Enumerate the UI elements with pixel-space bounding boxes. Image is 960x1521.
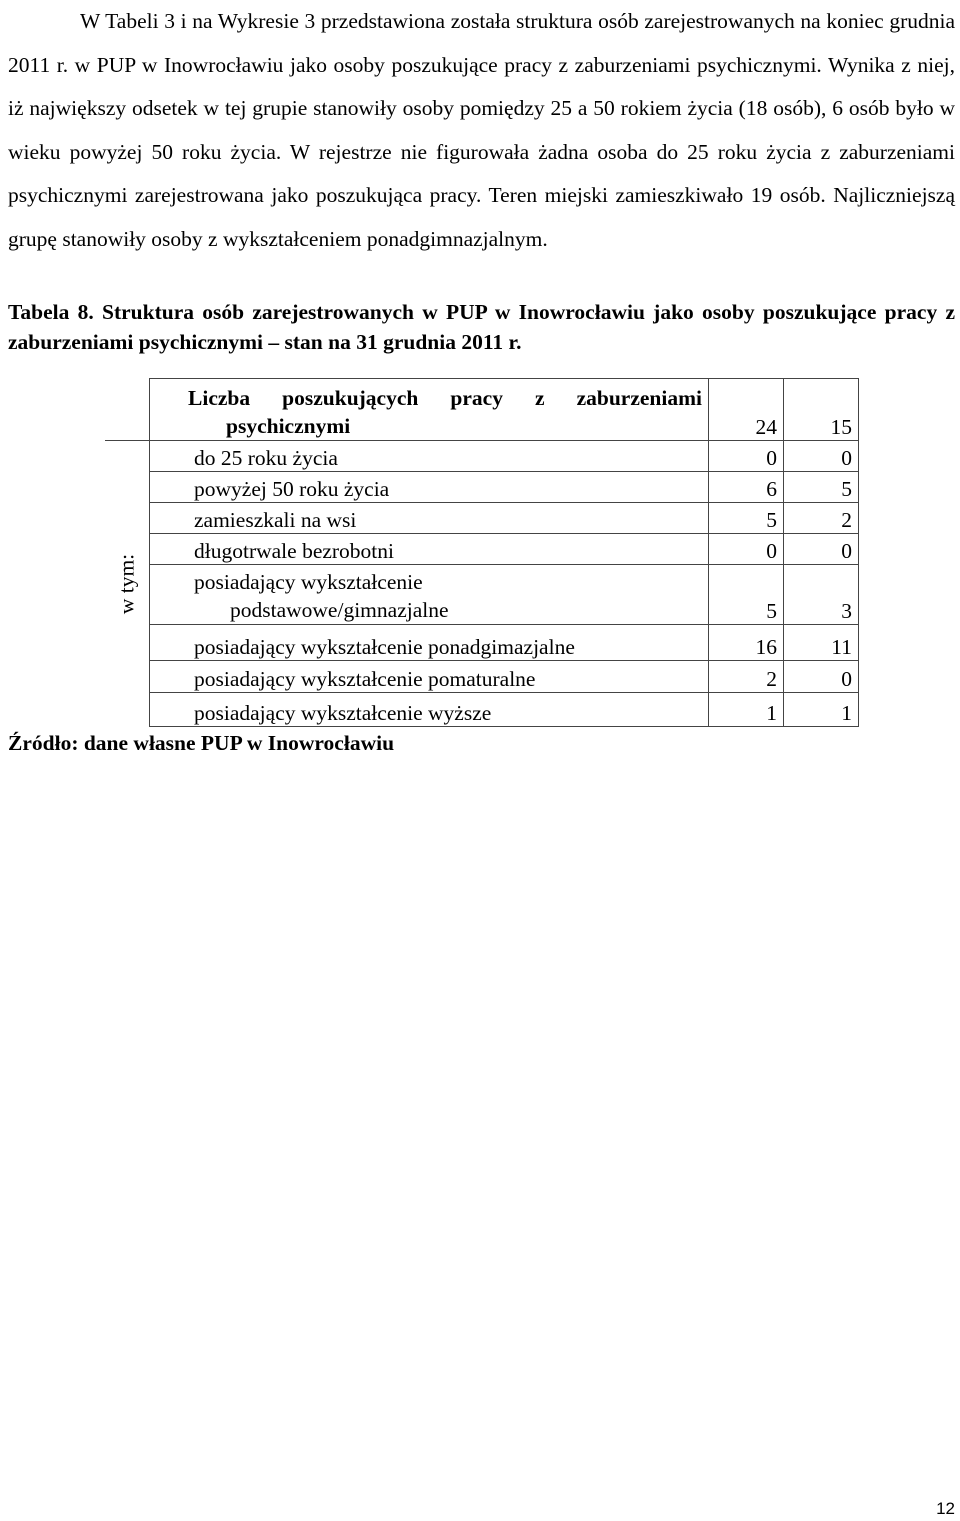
row-value-1: 5 bbox=[709, 503, 784, 534]
page-number: 12 bbox=[936, 1499, 955, 1518]
table-row bbox=[105, 472, 859, 503]
body-paragraph bbox=[8, 0, 955, 261]
header-value-2: 15 bbox=[784, 379, 859, 441]
row-label: posiadający wykształcenie wyższe bbox=[150, 693, 709, 727]
row-label bbox=[150, 565, 709, 625]
table-row bbox=[105, 661, 859, 693]
table-row bbox=[105, 693, 859, 727]
row-label: powyżej 50 roku życia bbox=[150, 472, 709, 503]
header-label-cell bbox=[150, 379, 709, 441]
data-table bbox=[105, 378, 859, 727]
header-label-line2: psychicznymi bbox=[226, 414, 351, 438]
row-value-1: 5 bbox=[709, 565, 784, 625]
row-label-line2: podstawowe/gimnazjalne bbox=[230, 598, 449, 622]
header-label-line1: Liczba poszukujących pracy z zaburzeniami bbox=[188, 386, 702, 410]
row-value-1: 2 bbox=[709, 661, 784, 693]
row-value-2: 1 bbox=[784, 693, 859, 727]
row-value-2: 0 bbox=[784, 534, 859, 565]
row-value-2: 3 bbox=[784, 565, 859, 625]
table-row bbox=[105, 565, 859, 625]
row-value-1: 16 bbox=[709, 625, 784, 661]
header-value-1: 24 bbox=[709, 379, 784, 441]
table-row bbox=[105, 503, 859, 534]
row-value-2: 5 bbox=[784, 472, 859, 503]
row-label: posiadający wykształcenie ponadgimazjalne bbox=[150, 625, 709, 661]
table-caption: Tabela 8. Struktura osób zarejestrowanych w PUP w Inowrocławiu jako osoby poszukujące pracy z zaburzeniami psychicznymi – stan na 31 grudnia 2011 r. bbox=[8, 300, 955, 354]
row-value-1: 6 bbox=[709, 472, 784, 503]
group-label-cell bbox=[105, 441, 150, 727]
body-paragraph-text: W Tabeli 3 i na Wykresie 3 przedstawiona została struktura osób zarejestrowanych na koniec grudnia 2011 r. w PUP w Inowrocławiu jako osoby poszukujące pracy z zaburzeniami psychicznymi. Wynika z niej, iż największy odsetek w tej grupie stanowiły osoby pomiędzy 25 a 50 rokiem życia (18 osób), 6 osób było w wieku powyżej 50 roku życia. W rejestrze nie figurowała żadna osoba do 25 roku życia z zaburzeniami psychicznymi zarejestrowana jako poszukująca pracy. Teren miejski zamieszkiwało 19 osób. Najliczniejszą grupę stanowiły osoby z wykształceniem ponadgimnazjalnym. bbox=[8, 9, 955, 251]
table-row bbox=[105, 625, 859, 661]
table-header-row bbox=[105, 379, 859, 441]
blank-corner-cell bbox=[105, 379, 150, 441]
row-value-2: 11 bbox=[784, 625, 859, 661]
row-value-1: 0 bbox=[709, 534, 784, 565]
table-row bbox=[105, 441, 859, 472]
row-label: długotrwale bezrobotni bbox=[150, 534, 709, 565]
row-label: zamieszkali na wsi bbox=[150, 503, 709, 534]
row-value-2: 0 bbox=[784, 661, 859, 693]
row-label-line1: posiadający wykształcenie bbox=[194, 570, 423, 594]
source-note: Źródło: dane własne PUP w Inowrocławiu bbox=[8, 731, 395, 755]
row-label: posiadający wykształcenie pomaturalne bbox=[150, 661, 709, 693]
row-value-1: 1 bbox=[709, 693, 784, 727]
row-value-2: 2 bbox=[784, 503, 859, 534]
row-label: do 25 roku życia bbox=[150, 441, 709, 472]
table-row bbox=[105, 534, 859, 565]
group-label: w tym: bbox=[114, 553, 139, 614]
row-value-2: 0 bbox=[784, 441, 859, 472]
row-value-1: 0 bbox=[709, 441, 784, 472]
